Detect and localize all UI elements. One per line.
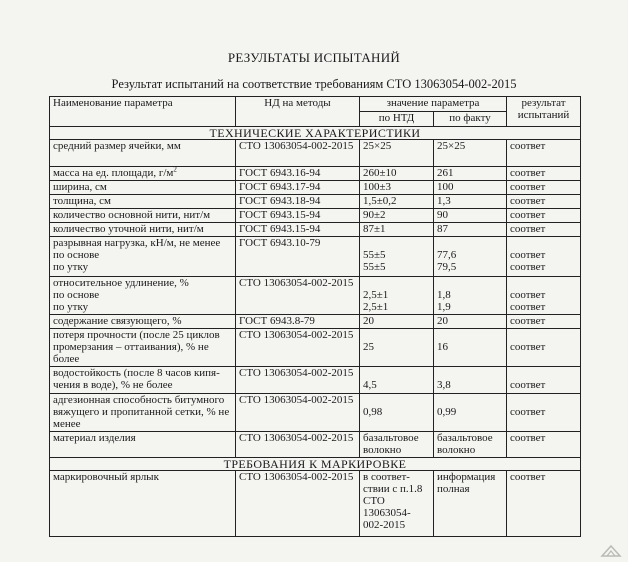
ntd-cell: в соответ-ствии с п.1.8 СТО 13063054-002-2015: [360, 471, 434, 537]
param-cell: содержание связующего, %: [50, 315, 236, 329]
method-cell: СТО 13063054-002-2015: [236, 277, 360, 315]
ntd-cell: 260±10: [360, 167, 434, 181]
table-row: [50, 432, 581, 458]
ntd-cell: 100±3: [360, 181, 434, 195]
method-cell: СТО 13063054-002-2015: [236, 471, 360, 537]
method-cell: СТО 13063054-002-2015: [236, 329, 360, 367]
param-cell: потеря прочности (после 25 циклов промерзания – оттаивания), % не более: [50, 329, 236, 367]
fact-cell: 16: [434, 329, 507, 367]
section-marking: [50, 458, 581, 471]
result-cell: соответ: [507, 195, 581, 209]
header-result: [507, 97, 581, 127]
method-cell: ГОСТ 6943.15-94: [236, 209, 360, 223]
param-subtext: по утку: [53, 261, 89, 273]
fact-cell: 90: [434, 209, 507, 223]
result-cell: [507, 277, 581, 315]
ntd-cell: 90±2: [360, 209, 434, 223]
method-cell: ГОСТ 6943.8-79: [236, 315, 360, 329]
result-cell: соответ: [507, 432, 581, 458]
header-fact: по факту: [434, 112, 507, 127]
method-cell: СТО 13063054-002-2015: [236, 432, 360, 458]
result-cell: соответ: [507, 367, 581, 394]
table-row: [50, 315, 581, 329]
ntd-cell: 25×25: [360, 140, 434, 167]
method-cell: ГОСТ 6943.16-94: [236, 167, 360, 181]
fact-cell: 25×25: [434, 140, 507, 167]
fact-value: 77,6: [437, 249, 457, 261]
param-cell: количество уточной нити, нит/м: [50, 223, 236, 237]
table-row: [50, 471, 581, 537]
result-cell: соответ: [507, 329, 581, 367]
ntd-cell: 25: [360, 329, 434, 367]
param-cell: [50, 237, 236, 277]
param-cell: средний размер ячейки, мм: [50, 140, 236, 167]
table-row: [50, 140, 581, 167]
param-cell: [50, 277, 236, 315]
table-row: [50, 277, 581, 315]
param-cell: водостойкость (после 8 часов кипя-чения в воде), % не более: [50, 367, 236, 394]
ntd-cell: 4,5: [360, 367, 434, 394]
ntd-cell: базальтовое волокно: [360, 432, 434, 458]
fact-cell: 3,8: [434, 367, 507, 394]
fact-cell: 0,99: [434, 394, 507, 432]
param-text: разрывная нагрузка, кН/м, не менее: [53, 237, 221, 249]
param-cell: ширина, см: [50, 181, 236, 195]
section-tech-label: ТЕХНИЧЕСКИЕ ХАРАКТЕРИСТИКИ: [50, 127, 581, 140]
result-cell: соответ: [507, 209, 581, 223]
fact-cell: 100: [434, 181, 507, 195]
fact-cell: 20: [434, 315, 507, 329]
ntd-cell: 20: [360, 315, 434, 329]
table-row: [50, 223, 581, 237]
fact-cell: 87: [434, 223, 507, 237]
result-value: соответ: [510, 261, 546, 273]
header-ntd: по НТД: [360, 112, 434, 127]
param-subtext: по основе: [53, 289, 100, 301]
param-text: масса на ед. площади, г/м: [53, 167, 174, 179]
ntd-value: 55±5: [363, 249, 386, 261]
param-cell: материал изделия: [50, 432, 236, 458]
section-tech: [50, 127, 581, 140]
header-row-1: [50, 97, 581, 112]
param-superscript: 2: [173, 166, 177, 174]
table-row: [50, 181, 581, 195]
fact-cell: 1,3: [434, 195, 507, 209]
fact-cell: [434, 277, 507, 315]
method-cell: ГОСТ 6943.18-94: [236, 195, 360, 209]
table-row: [50, 394, 581, 432]
fact-value: 1,9: [437, 301, 451, 313]
result-cell: [507, 237, 581, 277]
method-cell: ГОСТ 6943.10-79: [236, 237, 360, 277]
table-row: [50, 209, 581, 223]
result-cell: соответ: [507, 315, 581, 329]
header-result-line2: испытаний: [517, 109, 570, 121]
result-cell: соответ: [507, 167, 581, 181]
fact-value: 1,8: [437, 289, 451, 301]
result-value: соответ: [510, 249, 546, 261]
result-cell: соответ: [507, 140, 581, 167]
param-cell: маркировочный ярлык: [50, 471, 236, 537]
fact-cell: [434, 237, 507, 277]
param-subtext: по основе: [53, 249, 100, 261]
table-row: [50, 329, 581, 367]
report-title: РЕЗУЛЬТАТЫ ИСПЫТАНИЙ: [227, 50, 401, 65]
ntd-cell: [360, 237, 434, 277]
table-row: [50, 367, 581, 394]
result-cell: соответ: [507, 394, 581, 432]
result-cell: соответ: [507, 223, 581, 237]
watermark-icon: [600, 544, 622, 558]
result-cell: соответ: [507, 471, 581, 537]
fact-cell: информация полная: [434, 471, 507, 537]
param-text: относительное удлинение, %: [53, 277, 189, 289]
header-value: значение параметра: [360, 97, 507, 112]
table-row: [50, 167, 581, 181]
fact-cell: базальтовое волокно: [434, 432, 507, 458]
header-param: Наименование параметра: [50, 97, 236, 127]
ntd-value: 2,5±1: [363, 289, 389, 301]
ntd-value: 55±5: [363, 261, 386, 273]
ntd-cell: 87±1: [360, 223, 434, 237]
header-result-line1: результат: [521, 97, 566, 109]
param-cell: адгезионная способность битумного вяжущего и пропитанной сетки, % не менее: [50, 394, 236, 432]
table-row: [50, 195, 581, 209]
method-cell: ГОСТ 6943.15-94: [236, 223, 360, 237]
result-value: соответ: [510, 301, 546, 313]
ntd-cell: 1,5±0,2: [360, 195, 434, 209]
method-cell: СТО 13063054-002-2015: [236, 394, 360, 432]
table-row: [50, 237, 581, 277]
method-cell: ГОСТ 6943.17-94: [236, 181, 360, 195]
ntd-cell: [360, 277, 434, 315]
param-subtext: по утку: [53, 301, 89, 313]
param-cell: количество основной нити, нит/м: [50, 209, 236, 223]
header-method: НД на методы: [236, 97, 360, 127]
ntd-value: 2,5±1: [363, 301, 389, 313]
result-cell: соответ: [507, 181, 581, 195]
results-table: [49, 96, 581, 537]
param-cell: [50, 167, 236, 181]
fact-value: 79,5: [437, 261, 457, 273]
result-value: соответ: [510, 289, 546, 301]
param-cell: толщина, см: [50, 195, 236, 209]
report-subtitle: Результат испытаний на соответствие требованиям СТО 13063054-002-2015: [111, 77, 517, 91]
method-cell: СТО 13063054-002-2015: [236, 140, 360, 167]
method-cell: СТО 13063054-002-2015: [236, 367, 360, 394]
fact-cell: 261: [434, 167, 507, 181]
section-marking-label: ТРЕБОВАНИЯ К МАРКИРОВКЕ: [50, 458, 581, 471]
ntd-cell: 0,98: [360, 394, 434, 432]
